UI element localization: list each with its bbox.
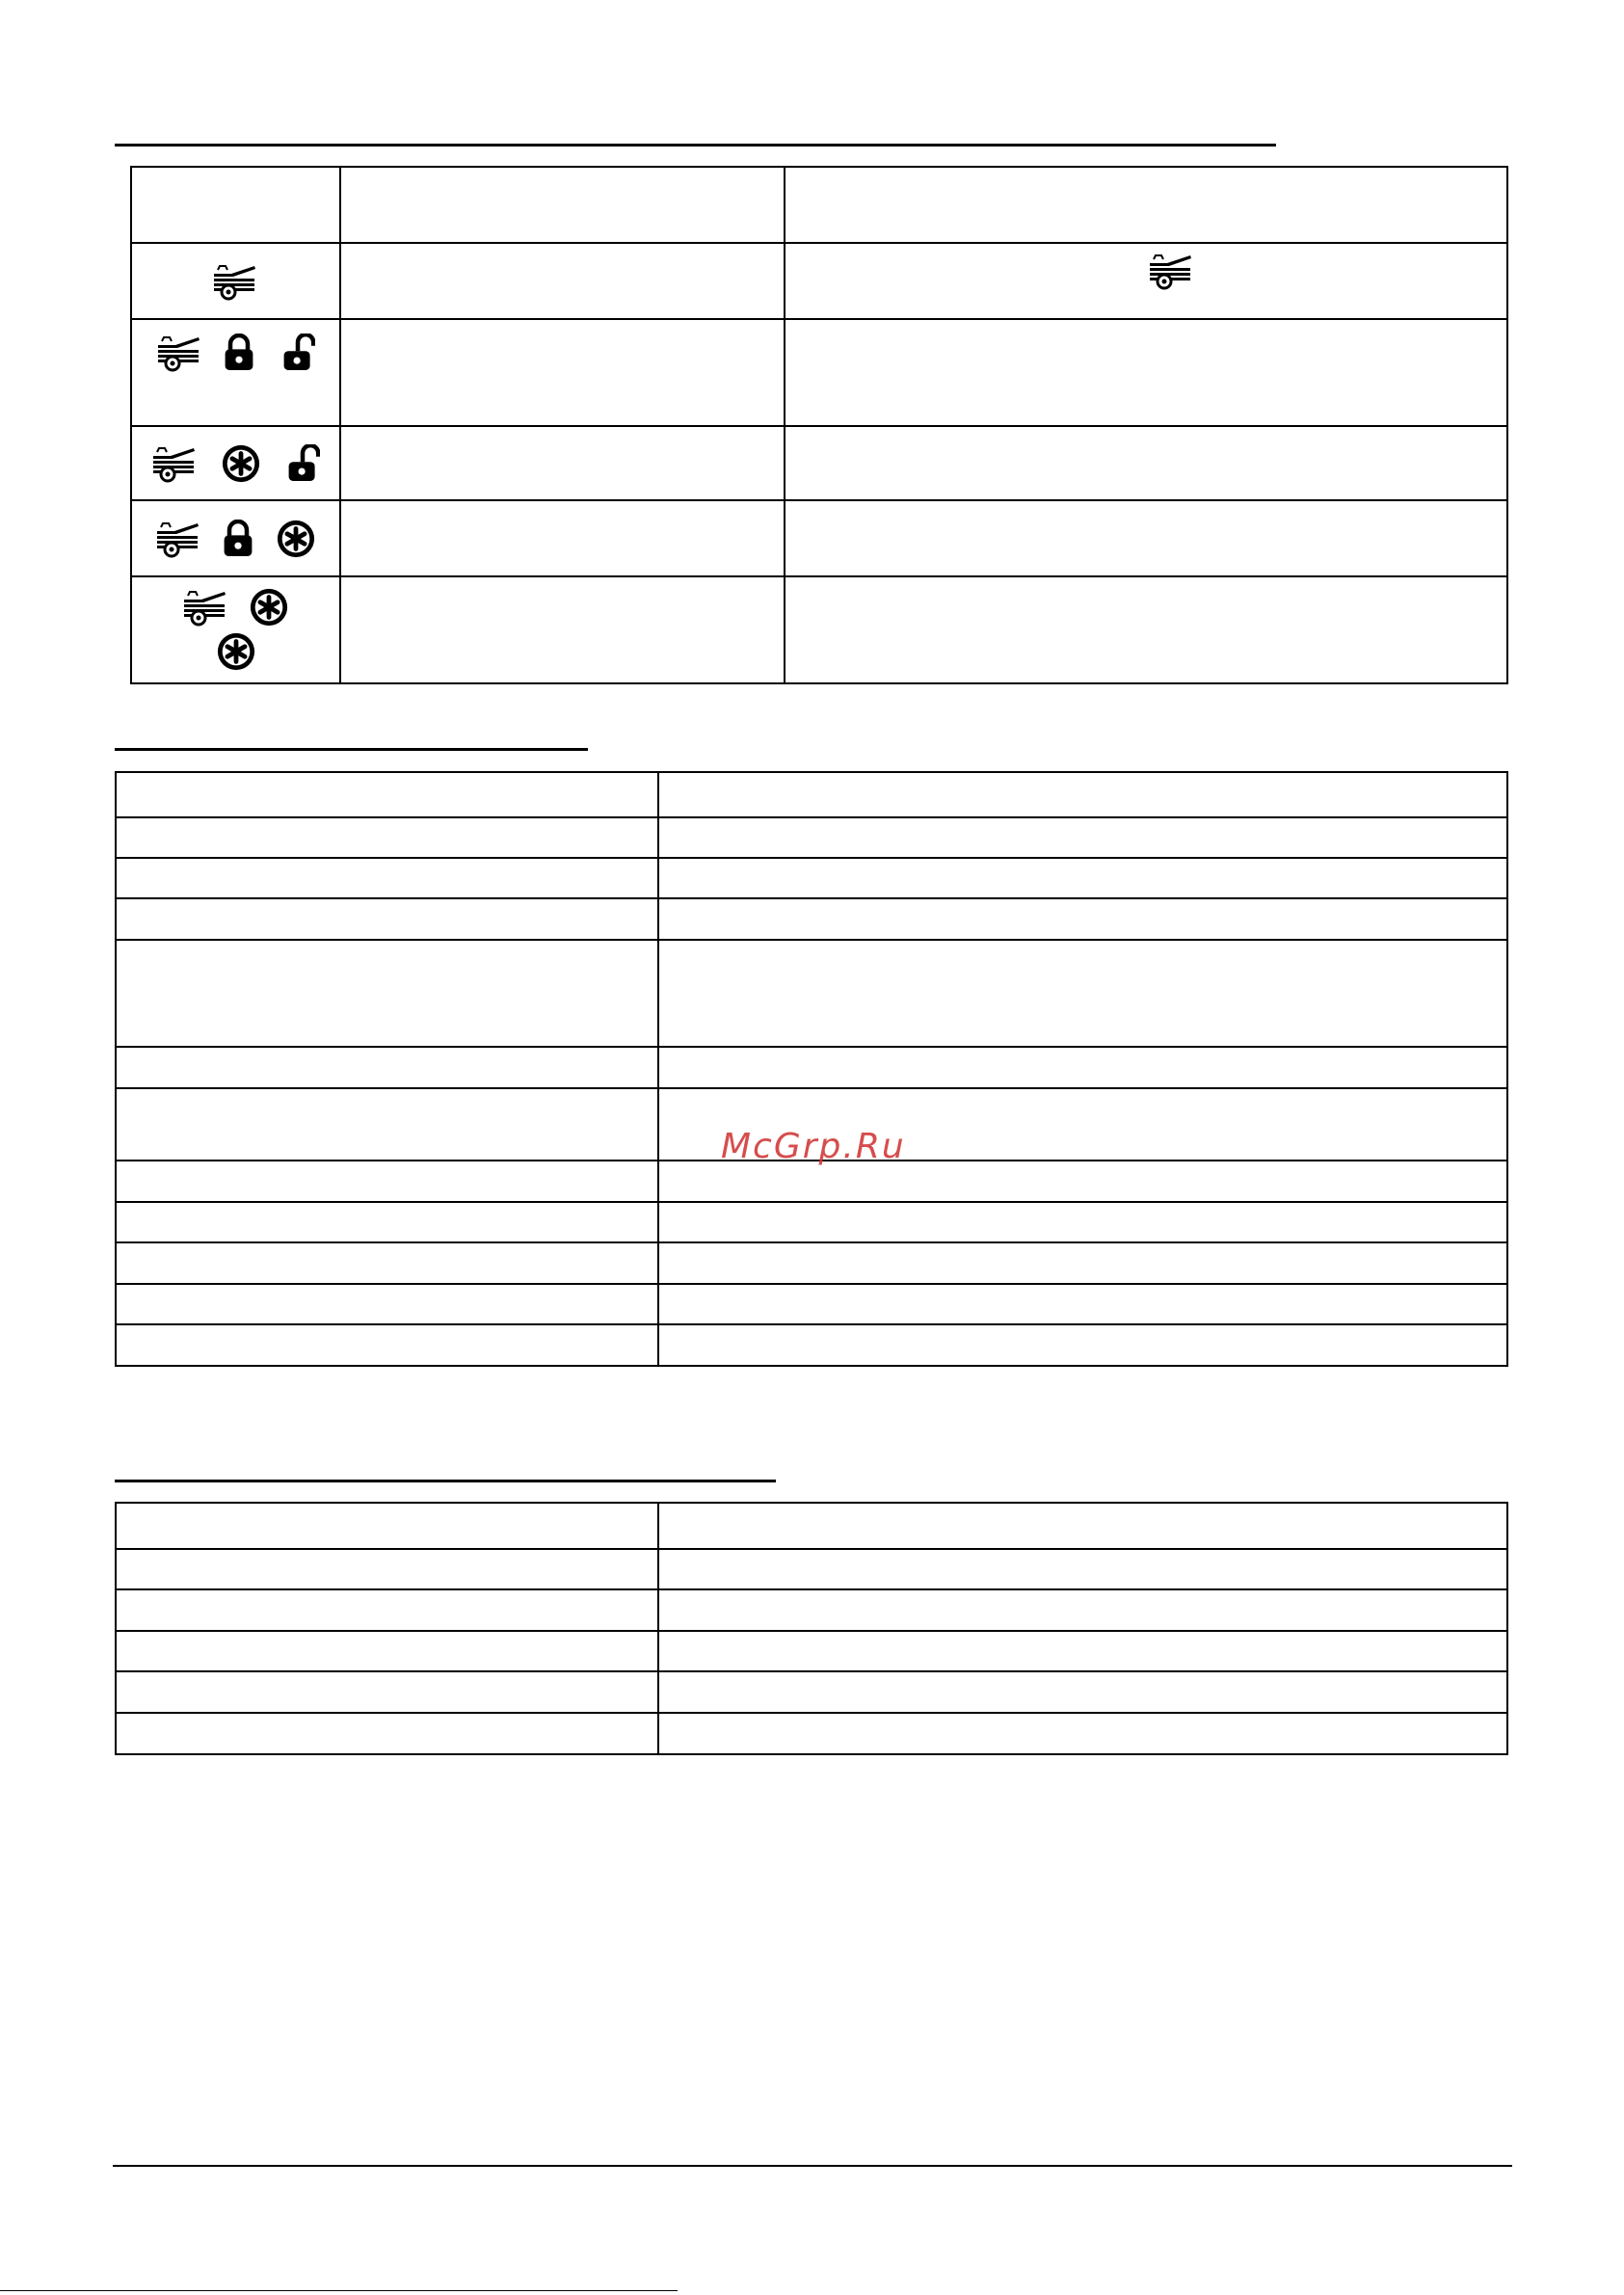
icon-cell bbox=[131, 243, 340, 319]
asterisk-button-icon bbox=[276, 519, 316, 559]
table-cell bbox=[658, 1324, 1507, 1366]
lock-open-icon bbox=[280, 334, 315, 372]
table-cell bbox=[340, 576, 785, 683]
table-row bbox=[116, 1284, 1507, 1324]
asterisk-button-icon bbox=[216, 631, 256, 672]
table-cell bbox=[340, 319, 785, 426]
table-cell bbox=[116, 817, 658, 858]
table-cell bbox=[116, 1284, 658, 1324]
table-row bbox=[116, 858, 1507, 898]
table-cell bbox=[658, 1503, 1507, 1549]
table-row bbox=[131, 500, 1507, 576]
section-3-heading-rule bbox=[115, 1480, 776, 1482]
table-cell bbox=[116, 1503, 658, 1549]
additional-table bbox=[115, 1502, 1508, 1755]
table-row bbox=[116, 1047, 1507, 1088]
footer-rule bbox=[113, 2165, 1512, 2167]
table-row bbox=[116, 1713, 1507, 1754]
table-row bbox=[131, 576, 1507, 683]
table-cell bbox=[658, 1671, 1507, 1713]
hood-open-icon bbox=[151, 444, 200, 483]
table-cell bbox=[116, 1202, 658, 1242]
table-cell bbox=[116, 1589, 658, 1631]
watermark: McGrp.Ru bbox=[721, 1127, 906, 1166]
hood-open-icon bbox=[155, 520, 203, 558]
table-cell bbox=[785, 500, 1507, 576]
table-cell bbox=[785, 426, 1507, 500]
table-cell bbox=[658, 898, 1507, 940]
asterisk-button-icon bbox=[221, 443, 261, 484]
table-cell bbox=[658, 1713, 1507, 1754]
table-cell bbox=[785, 243, 1507, 319]
table-cell bbox=[658, 1202, 1507, 1242]
table-cell bbox=[116, 1047, 658, 1088]
header-cell-icons bbox=[131, 167, 340, 243]
table-cell bbox=[116, 1631, 658, 1671]
table-cell bbox=[658, 1242, 1507, 1284]
table-row bbox=[116, 1589, 1507, 1631]
table-cell bbox=[658, 858, 1507, 898]
table-row bbox=[116, 1242, 1507, 1284]
table-cell bbox=[658, 817, 1507, 858]
table-row bbox=[116, 1161, 1507, 1202]
table-cell bbox=[116, 1324, 658, 1366]
table-cell bbox=[658, 1631, 1507, 1671]
lock-closed-icon bbox=[221, 520, 255, 558]
table-cell bbox=[116, 1088, 658, 1161]
table-cell bbox=[116, 940, 658, 1047]
table-row bbox=[116, 1202, 1507, 1242]
table-cell bbox=[658, 1284, 1507, 1324]
table-cell bbox=[116, 1161, 658, 1202]
table-cell bbox=[340, 500, 785, 576]
icon-cell bbox=[131, 426, 340, 500]
table-row bbox=[116, 1503, 1507, 1549]
hood-open-icon bbox=[1148, 252, 1196, 290]
table-cell bbox=[658, 940, 1507, 1047]
table-cell bbox=[116, 1713, 658, 1754]
table-cell bbox=[658, 1589, 1507, 1631]
specifications-table bbox=[115, 771, 1508, 1367]
table-row bbox=[116, 1324, 1507, 1366]
table-cell bbox=[116, 1549, 658, 1589]
lock-open-icon bbox=[285, 444, 320, 483]
table-cell bbox=[116, 858, 658, 898]
table-row bbox=[116, 1631, 1507, 1671]
section-2-heading-rule bbox=[115, 748, 588, 751]
table-cell bbox=[658, 1047, 1507, 1088]
hood-open-icon bbox=[182, 588, 230, 627]
table-cell bbox=[340, 426, 785, 500]
section-1-heading-rule bbox=[115, 144, 1276, 147]
table-row bbox=[131, 243, 1507, 319]
table-row bbox=[131, 426, 1507, 500]
table-row bbox=[116, 898, 1507, 940]
icon-cell bbox=[131, 500, 340, 576]
table-cell bbox=[785, 319, 1507, 426]
table-cell bbox=[658, 1549, 1507, 1589]
table-row bbox=[116, 940, 1507, 1047]
table-cell bbox=[658, 1161, 1507, 1202]
hood-open-icon bbox=[156, 334, 204, 372]
page-bottom-rule bbox=[0, 2290, 678, 2291]
table-row bbox=[131, 167, 1507, 243]
icon-cell bbox=[131, 576, 340, 683]
header-cell-description bbox=[785, 167, 1507, 243]
table-cell bbox=[116, 772, 658, 817]
table-cell bbox=[116, 898, 658, 940]
hood-open-icon bbox=[212, 262, 260, 301]
table-row bbox=[131, 319, 1507, 426]
table-cell bbox=[658, 772, 1507, 817]
table-cell bbox=[785, 576, 1507, 683]
table-row bbox=[116, 1549, 1507, 1589]
lock-closed-icon bbox=[222, 334, 256, 372]
remote-functions-table bbox=[130, 166, 1508, 684]
icon-cell bbox=[131, 319, 340, 426]
table-row bbox=[116, 817, 1507, 858]
header-cell-function bbox=[340, 167, 785, 243]
asterisk-button-icon bbox=[249, 587, 289, 627]
table-cell bbox=[116, 1671, 658, 1713]
table-row bbox=[116, 1671, 1507, 1713]
table-cell bbox=[116, 1242, 658, 1284]
table-cell bbox=[340, 243, 785, 319]
table-row bbox=[116, 772, 1507, 817]
